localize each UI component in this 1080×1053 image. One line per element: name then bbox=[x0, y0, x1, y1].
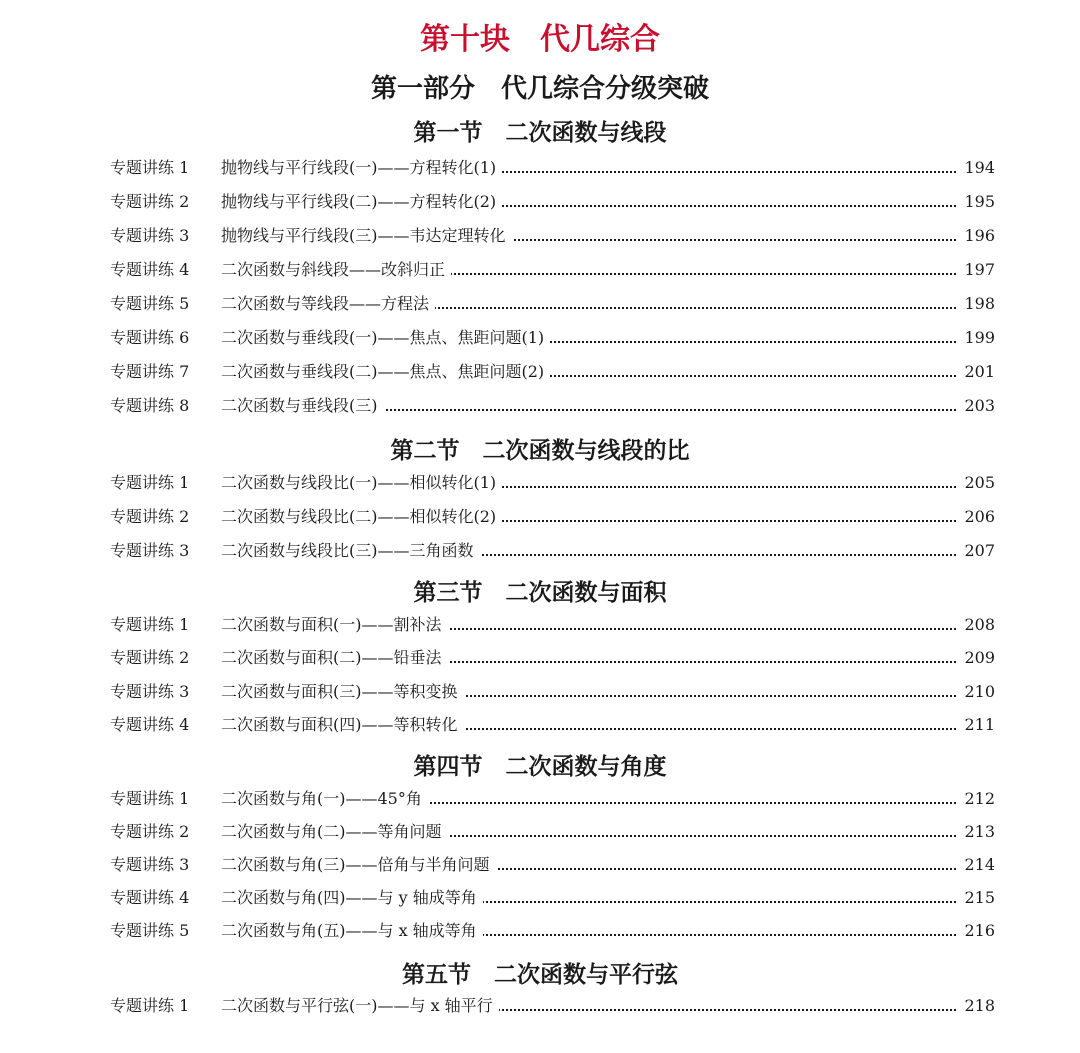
part-title: 第一部分 代几综合分级突破 bbox=[370, 74, 709, 104]
entry-title: 二次函数与线段比(二)——相似转化(2) bbox=[221, 504, 502, 530]
entry-title: 二次函数与面积(四)——等积转化 bbox=[221, 712, 464, 738]
entry-title: 二次函数与角(三)——倍角与半角问题 bbox=[221, 852, 496, 878]
entry-page-number: 196 bbox=[958, 223, 995, 249]
entry-tag: 专题讲练 1 bbox=[110, 996, 190, 1015]
toc-entry[interactable] bbox=[0, 470, 1080, 496]
entry-page-number: 211 bbox=[958, 712, 995, 738]
entry-tag: 专题讲练 5 bbox=[110, 921, 190, 940]
section-title: 第三节 二次函数与面积 bbox=[413, 580, 667, 606]
toc-entry[interactable] bbox=[0, 679, 1080, 705]
entry-page-number: 218 bbox=[958, 993, 995, 1019]
entry-tag: 专题讲练 1 bbox=[110, 789, 190, 808]
toc-entry[interactable] bbox=[0, 325, 1080, 351]
entry-tag: 专题讲练 2 bbox=[110, 648, 190, 667]
entry-page-number: 207 bbox=[958, 538, 995, 564]
toc-entry[interactable] bbox=[0, 918, 1080, 944]
entry-page-number: 199 bbox=[958, 325, 995, 351]
entry-tag: 专题讲练 8 bbox=[110, 396, 190, 415]
entry-title: 二次函数与角(一)——45°角 bbox=[221, 786, 428, 812]
entry-title: 二次函数与等线段——方程法 bbox=[221, 291, 435, 317]
entry-tag: 专题讲练 6 bbox=[110, 328, 190, 347]
section-title: 第二节 二次函数与线段的比 bbox=[390, 438, 690, 464]
entry-title: 抛物线与平行线段(二)——方程转化(2) bbox=[221, 189, 502, 215]
entry-page-number: 216 bbox=[958, 918, 995, 944]
entry-title: 二次函数与面积(三)——等积变换 bbox=[221, 679, 464, 705]
entry-tag: 专题讲练 3 bbox=[110, 541, 190, 560]
entry-page-number: 198 bbox=[958, 291, 995, 317]
toc-entry[interactable] bbox=[0, 538, 1080, 564]
entry-title: 二次函数与垂线段(三) bbox=[221, 393, 384, 419]
entry-title: 二次函数与线段比(一)——相似转化(1) bbox=[221, 470, 502, 496]
entry-page-number: 197 bbox=[958, 257, 995, 283]
entry-title: 二次函数与垂线段(一)——焦点、焦距问题(1) bbox=[221, 325, 550, 351]
toc-entry[interactable] bbox=[0, 291, 1080, 317]
entry-title: 二次函数与线段比(三)——三角函数 bbox=[221, 538, 480, 564]
entry-page-number: 212 bbox=[958, 786, 995, 812]
toc-entry[interactable] bbox=[0, 359, 1080, 385]
section-title: 第一节 二次函数与线段 bbox=[413, 120, 667, 146]
entry-tag: 专题讲练 1 bbox=[110, 158, 190, 177]
toc-entry[interactable] bbox=[0, 393, 1080, 419]
section-title: 第四节 二次函数与角度 bbox=[413, 754, 667, 780]
toc-entry[interactable] bbox=[0, 786, 1080, 812]
toc-entry[interactable] bbox=[0, 189, 1080, 215]
toc-entry[interactable] bbox=[0, 993, 1080, 1019]
entry-title: 二次函数与平行弦(一)——与 x 轴平行 bbox=[221, 993, 499, 1019]
entry-title: 二次函数与角(四)——与 y 轴成等角 bbox=[221, 885, 483, 911]
toc-entry[interactable] bbox=[0, 819, 1080, 845]
entry-page-number: 195 bbox=[958, 189, 995, 215]
entry-title: 二次函数与面积(一)——割补法 bbox=[221, 612, 448, 638]
entry-tag: 专题讲练 1 bbox=[110, 615, 190, 634]
toc-entry[interactable] bbox=[0, 504, 1080, 530]
entry-page-number: 209 bbox=[958, 645, 995, 671]
section-title: 第五节 二次函数与平行弦 bbox=[402, 962, 678, 988]
toc-entry[interactable] bbox=[0, 885, 1080, 911]
entry-page-number: 208 bbox=[958, 612, 995, 638]
entry-page-number: 194 bbox=[958, 155, 995, 181]
entry-page-number: 210 bbox=[958, 679, 995, 705]
entry-tag: 专题讲练 4 bbox=[110, 260, 190, 279]
entry-page-number: 215 bbox=[958, 885, 995, 911]
entry-tag: 专题讲练 2 bbox=[110, 822, 190, 841]
entry-page-number: 206 bbox=[958, 504, 995, 530]
entry-tag: 专题讲练 1 bbox=[110, 473, 190, 492]
entry-title: 二次函数与角(二)——等角问题 bbox=[221, 819, 448, 845]
toc-entry[interactable] bbox=[0, 223, 1080, 249]
toc-entry[interactable] bbox=[0, 852, 1080, 878]
toc-entry[interactable] bbox=[0, 712, 1080, 738]
entry-tag: 专题讲练 3 bbox=[110, 855, 190, 874]
entry-tag: 专题讲练 4 bbox=[110, 888, 190, 907]
toc-entry[interactable] bbox=[0, 155, 1080, 181]
entry-page-number: 213 bbox=[958, 819, 995, 845]
toc-entry[interactable] bbox=[0, 645, 1080, 671]
entry-tag: 专题讲练 3 bbox=[110, 226, 190, 245]
entry-page-number: 205 bbox=[958, 470, 995, 496]
block-title: 第十块 代几综合 bbox=[420, 22, 660, 57]
toc-entry[interactable] bbox=[0, 612, 1080, 638]
entry-tag: 专题讲练 4 bbox=[110, 715, 190, 734]
toc-entry[interactable] bbox=[0, 257, 1080, 283]
entry-title: 二次函数与角(五)——与 x 轴成等角 bbox=[221, 918, 483, 944]
entry-tag: 专题讲练 7 bbox=[110, 362, 190, 381]
entry-tag: 专题讲练 2 bbox=[110, 192, 190, 211]
entry-page-number: 201 bbox=[958, 359, 995, 385]
entry-page-number: 203 bbox=[958, 393, 995, 419]
entry-title: 二次函数与面积(二)——铅垂法 bbox=[221, 645, 448, 671]
entry-title: 抛物线与平行线段(三)——韦达定理转化 bbox=[221, 223, 512, 249]
entry-tag: 专题讲练 3 bbox=[110, 682, 190, 701]
entry-tag: 专题讲练 5 bbox=[110, 294, 190, 313]
entry-tag: 专题讲练 2 bbox=[110, 507, 190, 526]
entry-title: 抛物线与平行线段(一)——方程转化(1) bbox=[221, 155, 502, 181]
entry-title: 二次函数与垂线段(二)——焦点、焦距问题(2) bbox=[221, 359, 550, 385]
entry-page-number: 214 bbox=[958, 852, 995, 878]
entry-title: 二次函数与斜线段——改斜归正 bbox=[221, 257, 451, 283]
